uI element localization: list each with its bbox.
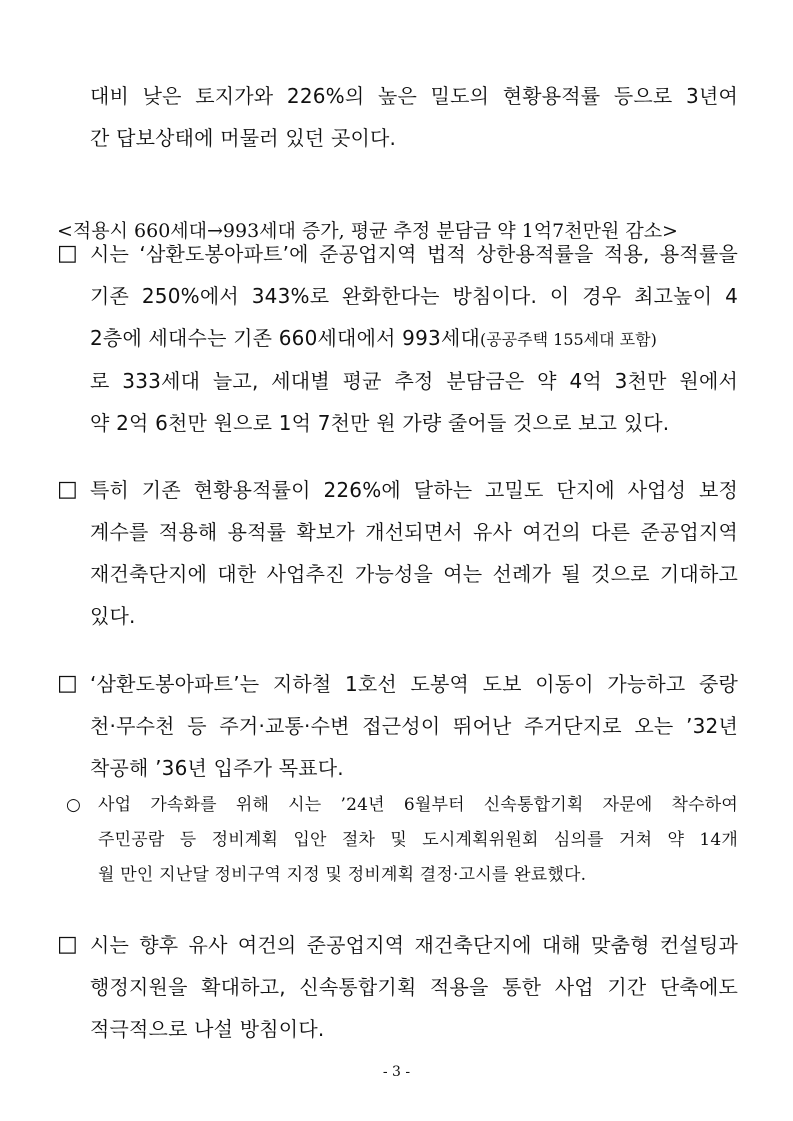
section-heading: <적용시 660세대→993세대 증가, 평균 추정 분담금 약 1억7천만원 감소>	[57, 220, 678, 242]
section1-line-5: 약 2억 6천만 원으로 1억 7천만 원 가량 줄어들 것으로 보고 있다.	[90, 411, 670, 435]
intro-line-1: 대비 낮은 토지가와 226%의 높은 밀도의 현황용적률 등으로 3년여	[90, 84, 738, 108]
section3-line-3: 착공해 ’36년 입주가 목표다.	[90, 756, 344, 780]
bullet-square-icon: □	[57, 241, 78, 266]
section4-line-3: 적극적으로 나설 방침이다.	[90, 1017, 325, 1041]
bullet-square-icon: □	[57, 477, 78, 502]
section2-line-3: 재건축단지에 대한 사업추진 가능성을 여는 선례가 될 것으로 기대하고	[90, 562, 738, 586]
section2-line-1: 특히 기존 현황용적률이 226%에 달하는 고밀도 단지에 사업성 보정	[90, 478, 738, 502]
section3-sub-line-3: 월 만인 지난달 정비구역 지정 및 정비계획 결정·고시를 완료했다.	[98, 865, 587, 885]
section3-line-1: ‘삼환도봉아파트’는 지하철 1호선 도봉역 도보 이동이 가능하고 중랑	[90, 672, 738, 696]
section1-line-4: 로 333세대 늘고, 세대별 평균 추정 분담금은 약 4억 3천만 원에서	[90, 369, 738, 393]
section4-line-2: 행정지원을 확대하고, 신속통합기획 적용을 통한 사업 기간 단축에도	[90, 975, 738, 999]
section1-line-3	[90, 323, 738, 355]
bullet-circle-icon: ○	[66, 795, 81, 815]
bullet-square-icon: □	[57, 932, 78, 957]
page-number: - 3 -	[382, 1064, 411, 1080]
section3-line-2: 천·무수천 등 주거·교통·수변 접근성이 뛰어난 주거단지로 오는 ’32년	[90, 714, 738, 738]
section1-line-2: 기존 250%에서 343%로 완화한다는 방침이다. 이 경우 최고높이 4	[90, 284, 738, 308]
section2-line-2: 계수를 적용해 용적률 확보가 개선되면서 유사 여건의 다른 준공업지역	[90, 520, 738, 544]
bullet-square-icon: □	[57, 671, 78, 696]
section1-line-3-main: 2층에 세대수는 기존 660세대에서 993세대	[90, 326, 480, 350]
section4-line-1: 시는 향후 유사 여건의 준공업지역 재건축단지에 대해 맞춤형 컨설팅과	[90, 933, 738, 957]
section3-sub-line-2: 주민공람 등 정비계획 입안 절차 및 도시계획위원회 심의를 거쳐 약 14개	[98, 830, 738, 850]
section1-line-1: 시는 ‘삼환도봉아파트’에 준공업지역 법적 상한용적률을 적용, 용적률을	[90, 242, 738, 266]
intro-line-2: 간 답보상태에 머물러 있던 곳이다.	[90, 126, 397, 150]
section1-line-3-paren: (공공주택 155세대 포함)	[479, 330, 657, 349]
section2-line-4: 있다.	[90, 604, 136, 628]
section3-sub-line-1: 사업 가속화를 위해 시는 ’24년 6월부터 신속통합기획 자문에 착수하여	[98, 795, 738, 815]
